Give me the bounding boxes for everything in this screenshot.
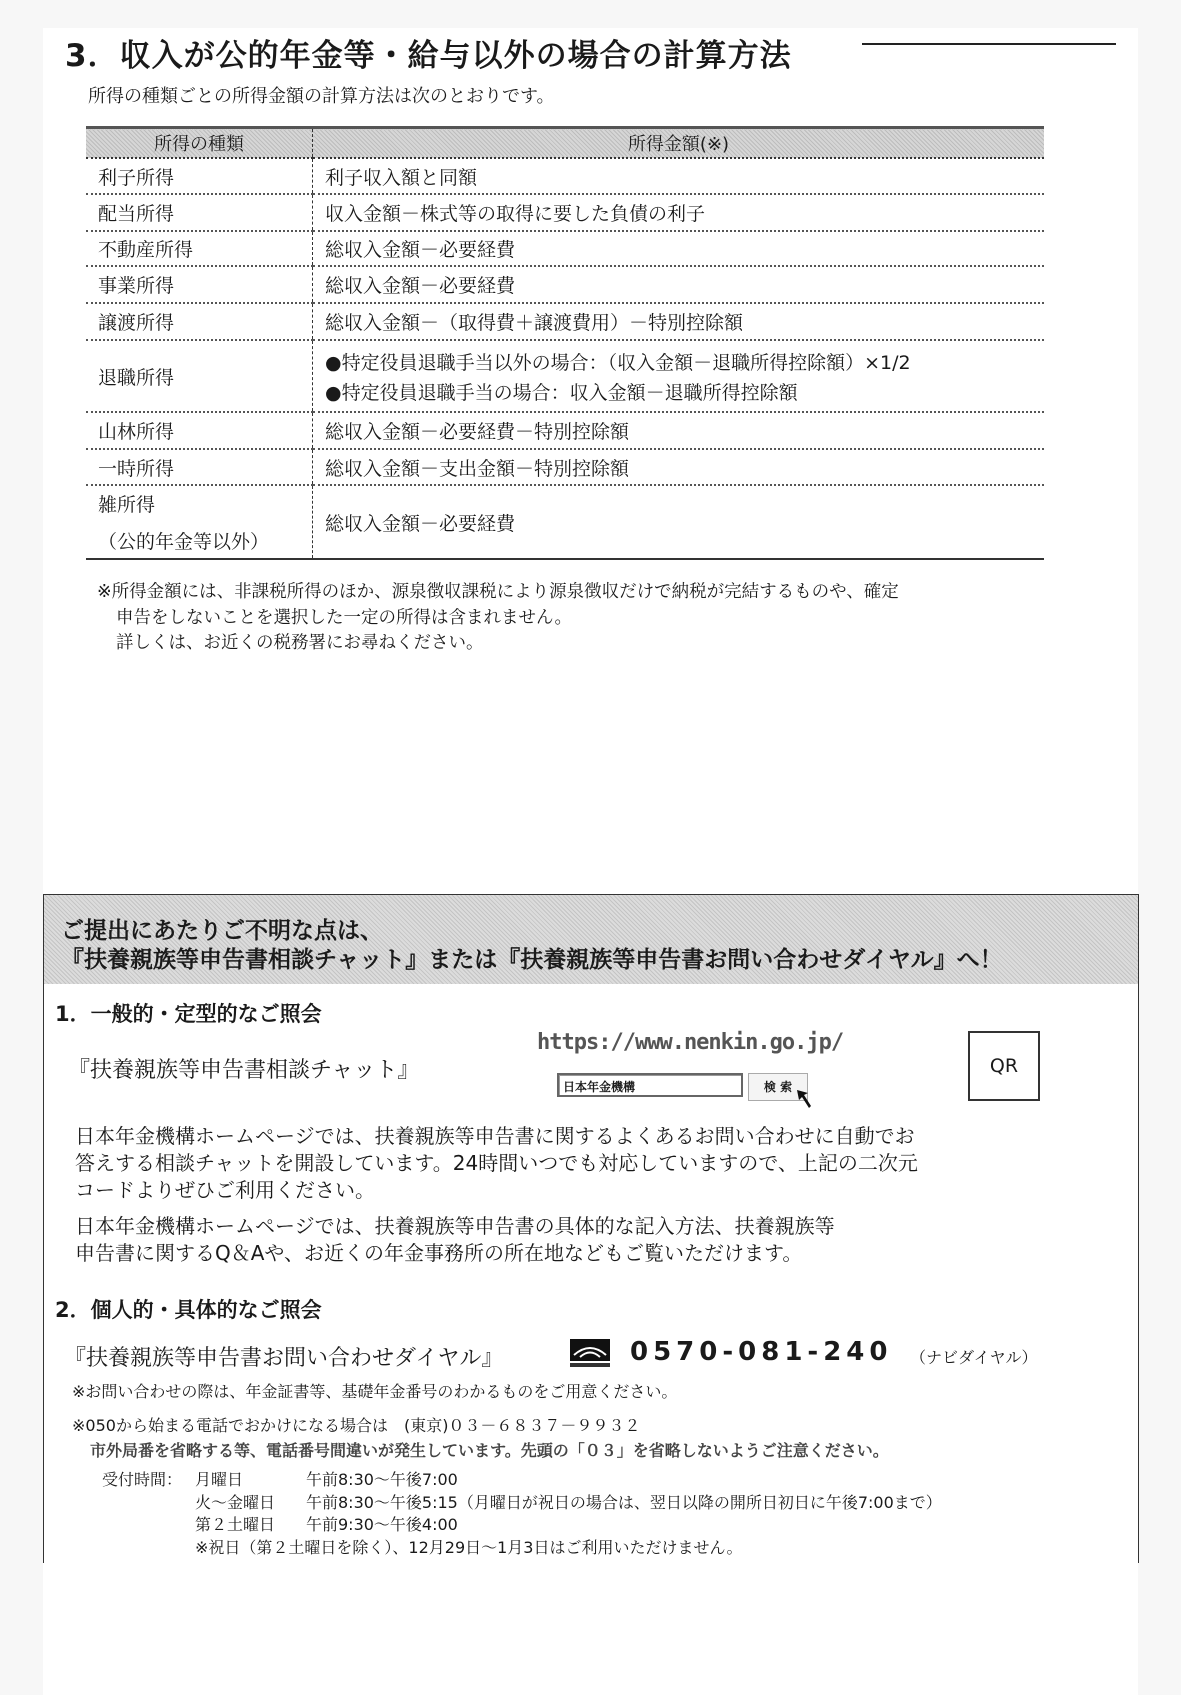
title-rule <box>862 43 1116 45</box>
income-type: 配当所得 <box>86 194 313 231</box>
type-line: 雑所得 <box>98 494 156 516</box>
personal-note: ※050から始まる電話でおかけになる場合は (東京)０３－６８３７－９９３２ <box>72 1416 641 1435</box>
search-button[interactable]: 検 索 <box>748 1073 808 1101</box>
hours-time: 午前8:30～午後7:00 <box>306 1470 458 1489</box>
personal-heading: 2．個人的・具体的なご照会 <box>55 1298 322 1322</box>
income-amount: 収入金額－株式等の取得に要した負債の利子 <box>313 194 1045 231</box>
cursor-arrow-icon <box>795 1088 815 1110</box>
income-type: 譲渡所得 <box>86 303 313 340</box>
table-row <box>86 485 1044 559</box>
general-para-line: コードよりぜひご利用ください。 <box>75 1178 375 1202</box>
general-heading: 1．一般的・定型的なご照会 <box>55 1002 322 1026</box>
income-type: 利子所得 <box>86 158 313 194</box>
search-input[interactable]: 日本年金機構 <box>557 1073 743 1097</box>
table-row <box>86 194 1044 231</box>
income-amount: 総収入金額－必要経費 <box>313 231 1045 266</box>
table-note: ※所得金額には、非課税所得のほか、源泉徴収課税により源泉徴収だけで納税が完結するものや、確定 <box>97 582 899 602</box>
hours-day: 火～金曜日 <box>195 1493 276 1512</box>
personal-note: 市外局番を省略する等、電話番号間違いが発生しています。先頭の「０３」を省略しないようご注意ください。 <box>90 1441 889 1460</box>
income-type: 事業所得 <box>86 266 313 303</box>
header-type: 所得の種類 <box>86 128 313 159</box>
navi-dial-icon <box>568 1337 614 1371</box>
general-para-line: 答えする相談チャットを開設しています。24時間いつでも対応していますので、上記の二次元 <box>75 1151 918 1175</box>
income-amount: 総収入金額－（取得費＋譲渡費用）－特別控除額 <box>313 303 1045 340</box>
qr-code[interactable]: QR <box>968 1031 1040 1101</box>
income-amount: 総収入金額－必要経費 <box>313 485 1045 559</box>
table-row <box>86 340 1044 412</box>
table-header <box>86 128 1044 159</box>
section-title: 3．収入が公的年金等・給与以外の場合の計算方法 <box>65 38 792 74</box>
income-amount: 総収入金額－支出金額－特別控除額 <box>313 449 1045 485</box>
header-amount: 所得金額(※) <box>313 128 1045 159</box>
amount-line: ●特定役員退職手当の場合：収入金額－退職所得控除額 <box>325 381 798 404</box>
income-type: 退職所得 <box>86 340 313 412</box>
table-row <box>86 231 1044 266</box>
hours-time: 午前8:30～午後5:15（月曜日が祝日の場合は、翌日以降の開所日初日に午後7:00まで） <box>306 1493 942 1512</box>
personal-note: ※お問い合わせの際は、年金証書等、基礎年金番号のわかるものをご用意ください。 <box>72 1382 678 1401</box>
table-note: 申告をしないことを選択した一定の所得は含まれません。 <box>116 608 573 628</box>
income-type: 不動産所得 <box>86 231 313 266</box>
contact-header-line: 『扶養親族等申告書相談チャット』または『扶養親族等申告書お問い合わせダイヤル』へ！ <box>61 947 1003 973</box>
hours-day: 第２土曜日 <box>195 1515 276 1534</box>
income-amount <box>313 340 1045 412</box>
table-row <box>86 303 1044 340</box>
chat-label: 『扶養親族等申告書相談チャット』 <box>68 1058 420 1083</box>
income-type: 山林所得 <box>86 412 313 449</box>
table-row <box>86 266 1044 303</box>
contact-header-line: ご提出にあたりご不明な点は、 <box>61 918 383 944</box>
general-para-line: 日本年金機構ホームページでは、扶養親族等申告書に関するよくあるお問い合わせに自動でお <box>75 1124 915 1148</box>
income-type <box>86 485 313 559</box>
holiday-note: ※祝日（第２土曜日を除く）、12月29日～1月3日はご利用いただけません。 <box>195 1538 743 1557</box>
income-type: 一時所得 <box>86 449 313 485</box>
type-line: （公的年金等以外） <box>98 531 270 553</box>
phone-number[interactable]: 0570-081-240 <box>630 1337 893 1367</box>
nenkin-url[interactable]: https://www.nenkin.go.jp/ <box>537 1030 844 1055</box>
table-note: 詳しくは、お近くの税務署にお尋ねください。 <box>116 633 484 653</box>
income-table <box>86 126 1044 560</box>
income-amount: 利子収入額と同額 <box>313 158 1045 194</box>
hours-day: 月曜日 <box>195 1470 244 1489</box>
phone-note: （ナビダイヤル） <box>910 1348 1038 1367</box>
hours-label: 受付時間： <box>102 1470 183 1489</box>
income-amount: 総収入金額－必要経費－特別控除額 <box>313 412 1045 449</box>
general-para-line: 日本年金機構ホームページでは、扶養親族等申告書の具体的な記入方法、扶養親族等 <box>75 1214 835 1238</box>
hours-time: 午前9:30～午後4:00 <box>306 1515 458 1534</box>
table-row <box>86 158 1044 194</box>
table-row <box>86 449 1044 485</box>
dial-label: 『扶養親族等申告書お問い合わせダイヤル』 <box>64 1346 504 1371</box>
amount-line: ●特定役員退職手当以外の場合：（収入金額－退職所得控除額）×1/2 <box>325 351 911 374</box>
section-intro: 所得の種類ごとの所得金額の計算方法は次のとおりです。 <box>88 86 555 107</box>
general-para-line: 申告書に関するQ＆Aや、お近くの年金事務所の所在地などもご覧いただけます。 <box>75 1241 803 1265</box>
income-amount: 総収入金額－必要経費 <box>313 266 1045 303</box>
table-row <box>86 412 1044 449</box>
